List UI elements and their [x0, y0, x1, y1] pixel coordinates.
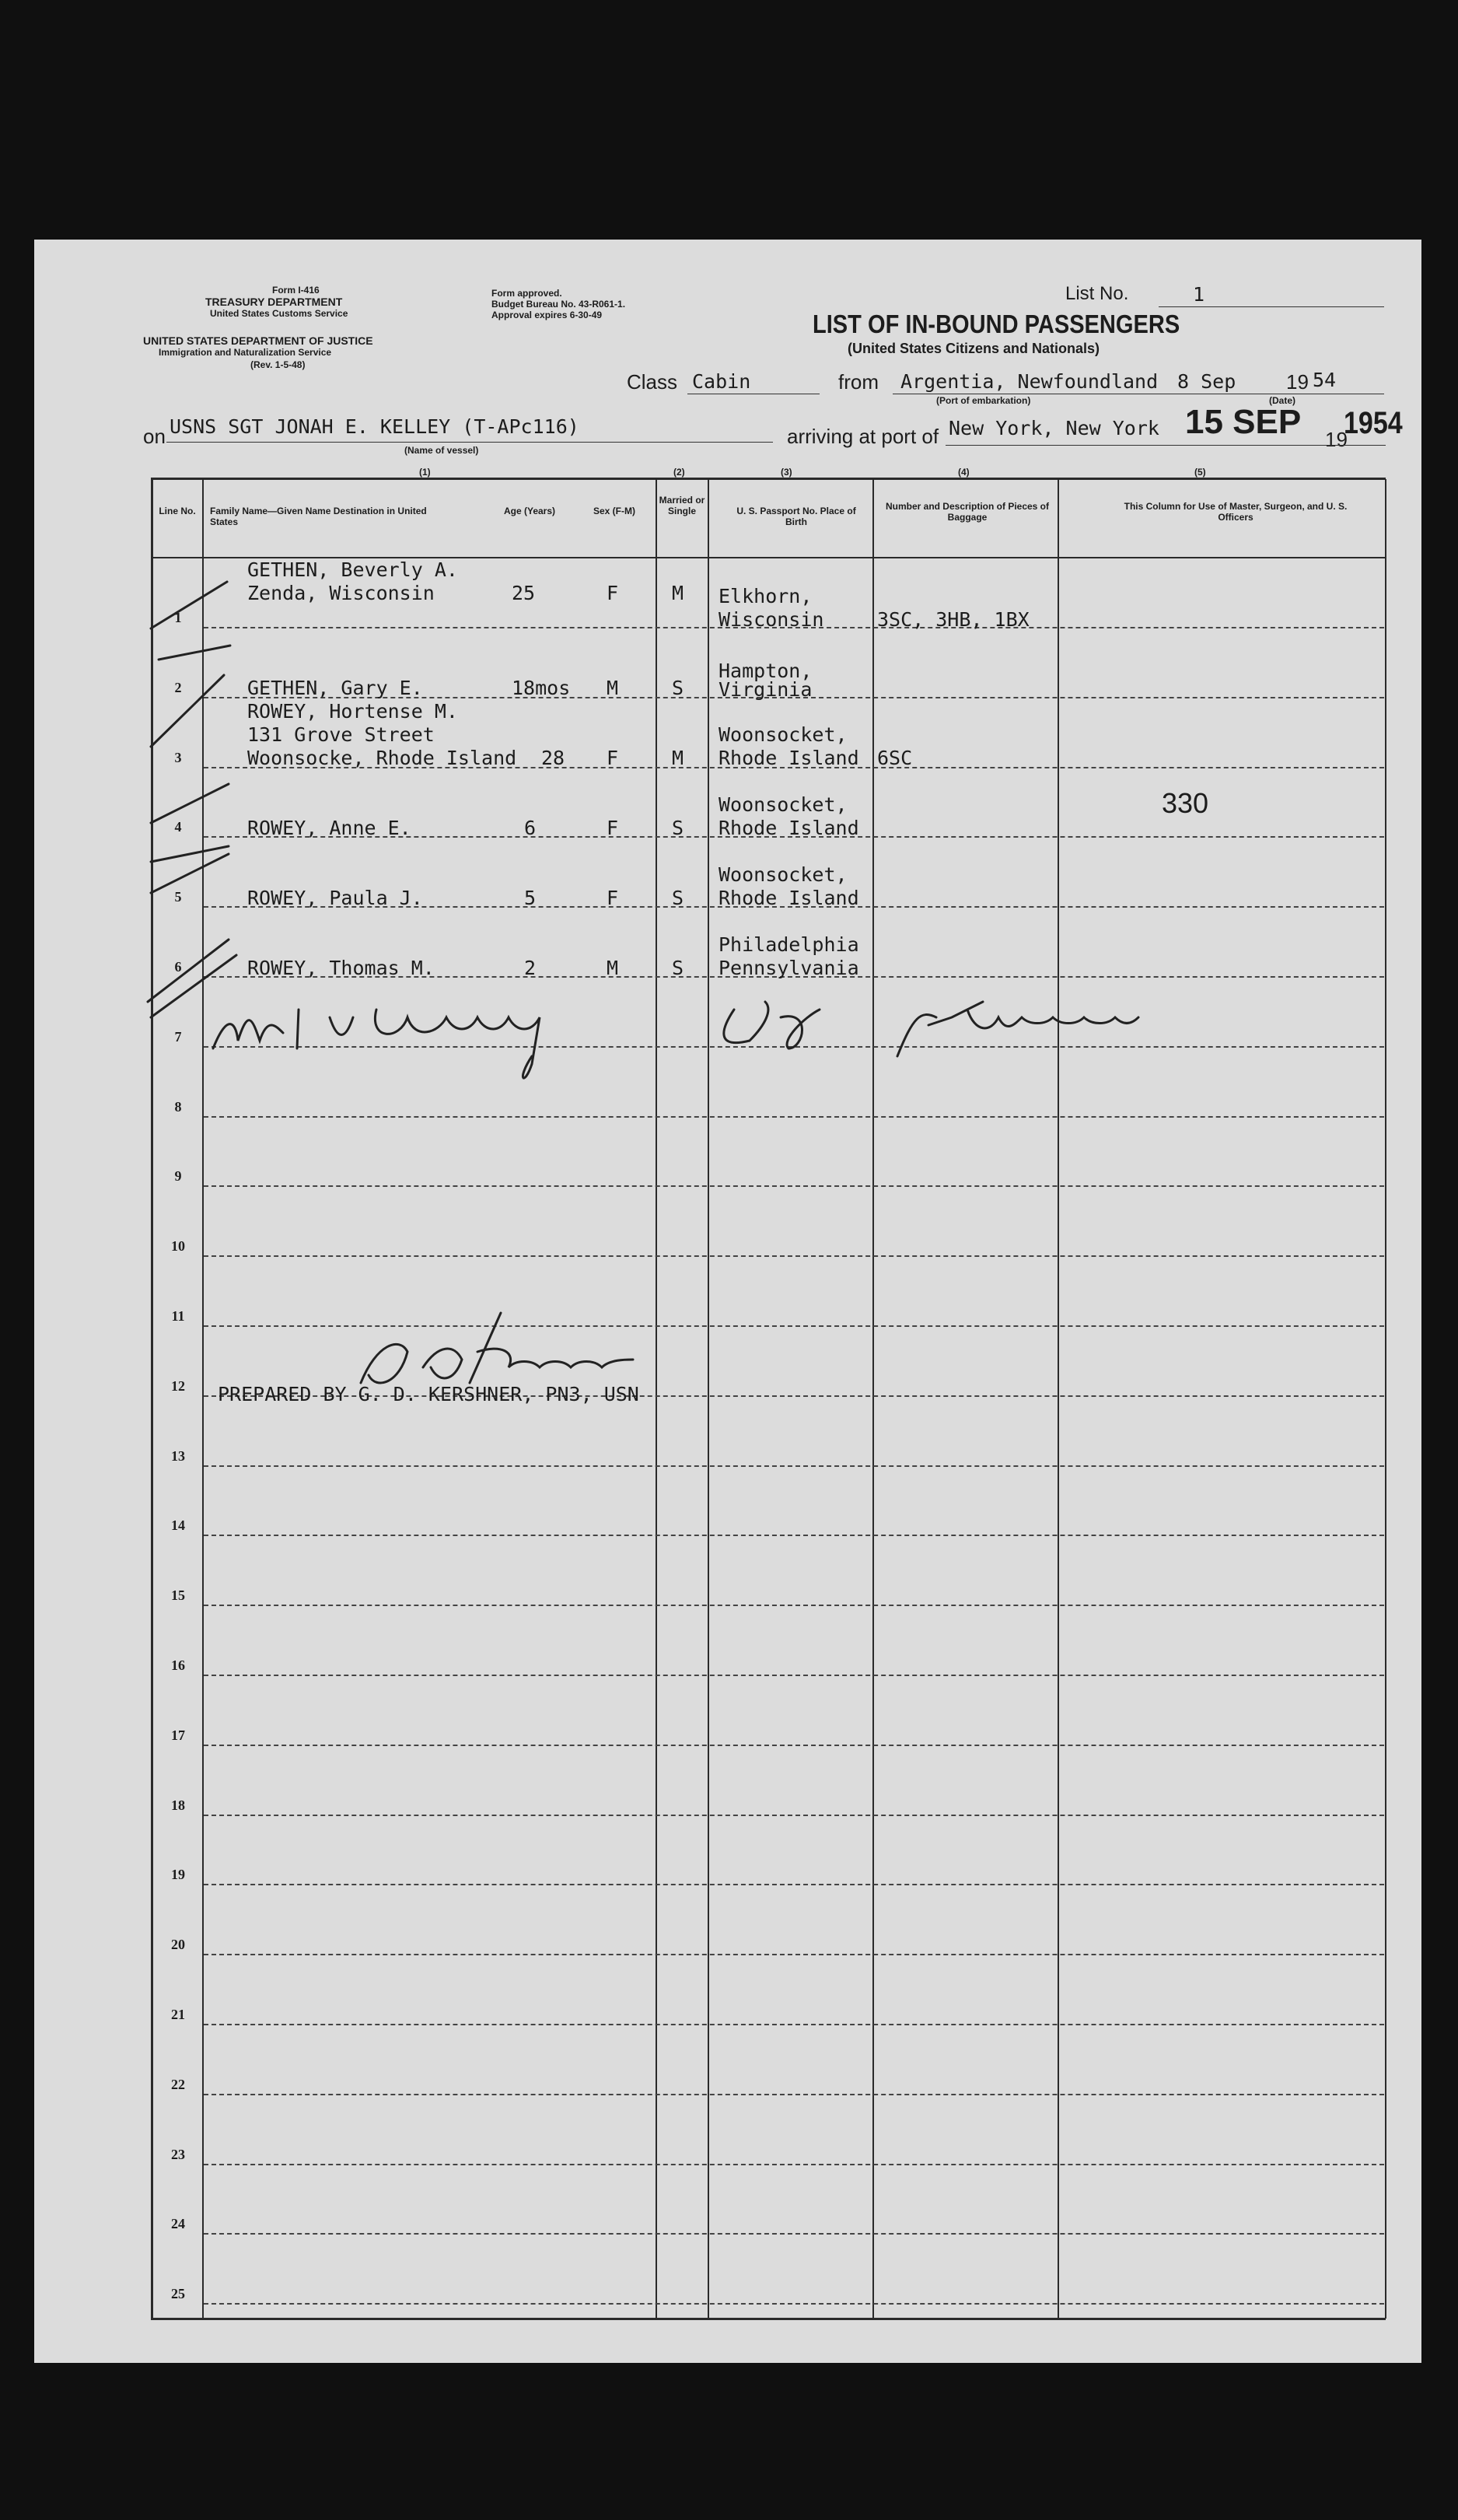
list-no-label: List No.: [1065, 283, 1129, 304]
arrival-date-stamp: 15 SEP: [1185, 403, 1302, 441]
entry-2-sex: M: [607, 677, 619, 699]
line-number: 8: [174, 1099, 182, 1115]
entry-3-address: 131 Grove Street: [247, 723, 435, 746]
line-number: 22: [171, 2077, 185, 2092]
handwritten-date: [897, 1002, 1138, 1056]
header-name: Family Name—Given Name Destination in United States: [210, 506, 427, 527]
form-subtitle: (United States Citizens and Nationals): [848, 341, 1100, 356]
entry-6-marital: S: [672, 957, 684, 979]
col-num-1: (1): [419, 467, 431, 478]
line-number: 10: [171, 1238, 185, 1254]
line-number: 20: [171, 1937, 185, 1952]
check-mark-1: [151, 582, 227, 628]
line-number: 12: [171, 1378, 185, 1394]
entry-5-birthplace-2: Rhode Island: [719, 887, 859, 909]
col-num-5: (5): [1194, 467, 1206, 478]
col-num-2: (2): [673, 467, 685, 478]
check-mark-3: [151, 675, 224, 747]
check-mark-8: [151, 955, 236, 1017]
line-number: 23: [171, 2147, 185, 2162]
treasury-dept: TREASURY DEPARTMENT: [205, 296, 343, 308]
line-number: 25: [171, 2286, 185, 2301]
line-number: 3: [174, 750, 182, 765]
col-num-3: (3): [781, 467, 792, 478]
arrival-stamp-year: 1954: [1344, 406, 1403, 440]
form-number: Form I-416: [272, 285, 320, 296]
signature-inspector: [213, 1010, 540, 1078]
class-label: Class: [627, 370, 678, 394]
line-number: 14: [171, 1517, 185, 1533]
entry-6-sex: M: [607, 957, 619, 979]
entry-1-birthplace-1: Elkhorn,: [719, 585, 813, 607]
approval-line-1: Form approved.: [491, 288, 562, 299]
entry-3-sex: F: [607, 747, 619, 769]
entry-1-age: 25: [512, 582, 536, 604]
vessel-caption: (Name of vessel): [404, 445, 479, 456]
entry-4-officer-note: 330: [1162, 787, 1209, 819]
entry-5-name: ROWEY, Paula J.: [247, 887, 423, 909]
entry-3-destination: Woonsocke, Rhode Island: [247, 747, 517, 769]
line-number: 1: [174, 610, 182, 625]
header-sex: Sex (F-M): [593, 506, 635, 516]
entry-2-name: GETHEN, Gary E.: [247, 677, 423, 699]
line-number: 18: [171, 1797, 185, 1813]
entry-1-destination: Zenda, Wisconsin: [247, 582, 435, 604]
entry-6-birthplace-1: Philadelphia: [719, 933, 859, 956]
entry-4-name: ROWEY, Anne E.: [247, 817, 411, 839]
line-number: 13: [171, 1448, 185, 1464]
entry-3-age: 28: [541, 747, 565, 769]
year-suffix: 54: [1313, 369, 1337, 391]
handwriting-overlay: [34, 240, 1421, 2363]
vessel-name: USNS SGT JONAH E. KELLEY (T-APc116): [170, 415, 579, 438]
header-age: Age (Years): [503, 506, 556, 516]
col-num-4: (4): [958, 467, 970, 478]
entry-5-marital: S: [672, 887, 684, 909]
header-baggage: Number and Description of Pieces of Baggage: [885, 501, 1050, 523]
entry-3-name: ROWEY, Hortense M.: [247, 700, 458, 723]
line-number: 2: [174, 680, 182, 695]
entry-4-sex: F: [607, 817, 619, 839]
entry-5-age: 5: [524, 887, 537, 909]
line-number: 7: [174, 1029, 182, 1045]
arriving-label: arriving at port of: [787, 425, 939, 448]
entry-1-baggage: 3SC, 3HB, 1BX: [877, 608, 1030, 631]
check-mark-4: [151, 784, 229, 823]
entry-6-birthplace-2: Pennsylvania: [719, 957, 859, 979]
entry-2-birthplace-1: Hampton,: [719, 660, 813, 682]
entry-3-birthplace-1: Woonsocket,: [719, 723, 848, 746]
line-number: 4: [174, 819, 182, 835]
entry-2-marital: S: [672, 677, 684, 699]
entry-3-marital: M: [672, 747, 684, 769]
entry-4-birthplace-1: Woonsocket,: [719, 793, 848, 816]
entry-4-birthplace-2: Rhode Island: [719, 817, 859, 839]
entry-5-sex: F: [607, 887, 619, 909]
entry-6-age: 2: [524, 957, 537, 979]
header-marital: Married or Single: [659, 495, 705, 516]
line-number: 17: [171, 1727, 185, 1743]
entry-1-marital: M: [672, 582, 684, 604]
header-officers: This Column for Use of Master, Surgeon, and U. S. Officers: [1124, 501, 1348, 523]
line-number: 6: [174, 959, 182, 975]
on-label: on: [143, 425, 166, 448]
entry-5-birthplace-1: Woonsocket,: [719, 863, 848, 886]
line-number: 24: [171, 2216, 185, 2231]
initials-inspector: [724, 1002, 820, 1048]
check-mark-2: [159, 646, 230, 660]
line-number: 9: [174, 1168, 182, 1184]
embark-caption: (Port of embarkation): [936, 395, 1031, 406]
arrival-port: New York, New York: [949, 417, 1159, 439]
signature-preparer: [361, 1313, 633, 1383]
embark-date: 8 Sep: [1177, 370, 1236, 393]
entry-6-name: ROWEY, Thomas M.: [247, 957, 435, 979]
justice-dept: UNITED STATES DEPARTMENT OF JUSTICE: [143, 334, 373, 347]
entry-2-birthplace-2: Virginia: [719, 678, 813, 701]
entry-3-birthplace-2: Rhode Island: [719, 747, 859, 769]
arrival-stamp-19: 19: [1325, 428, 1348, 451]
entry-1-sex: F: [607, 582, 619, 604]
list-no-value: 1: [1193, 283, 1205, 306]
prepared-by: PREPARED BY G. D. KERSHNER, PN3, USN: [218, 1383, 639, 1405]
line-number: 15: [171, 1587, 185, 1603]
entry-4-marital: S: [672, 817, 684, 839]
line-number: 16: [171, 1657, 185, 1673]
header-passport: U. S. Passport No. Place of Birth: [736, 506, 856, 527]
form-title: LIST OF IN-BOUND PASSENGERS: [813, 310, 1180, 338]
class-value: Cabin: [692, 370, 751, 393]
header-line-no: Line No.: [159, 506, 196, 516]
entry-3-baggage: 6SC: [877, 747, 913, 769]
entry-1-name: GETHEN, Beverly A.: [247, 558, 458, 581]
customs-service: United States Customs Service: [210, 308, 348, 319]
date-caption: (Date): [1269, 395, 1296, 406]
entry-4-age: 6: [524, 817, 537, 839]
revision: (Rev. 1-5-48): [250, 359, 306, 370]
approval-line-3: Approval expires 6-30-49: [491, 310, 603, 320]
line-number: 21: [171, 2007, 185, 2022]
approval-line-2: Budget Bureau No. 43-R061-1.: [491, 299, 626, 310]
from-label: from: [838, 370, 879, 394]
line-number: 11: [171, 1308, 185, 1324]
line-number: 5: [174, 889, 182, 905]
ins-service: Immigration and Naturalization Service: [159, 347, 332, 358]
form-sheet: [34, 240, 1421, 2363]
entry-2-age: 18mos: [512, 677, 571, 699]
entry-1-birthplace-2: Wisconsin: [719, 608, 824, 631]
year-prefix: 19: [1286, 370, 1309, 394]
line-number: 19: [171, 1867, 185, 1882]
embark-port: Argentia, Newfoundland: [900, 370, 1159, 393]
